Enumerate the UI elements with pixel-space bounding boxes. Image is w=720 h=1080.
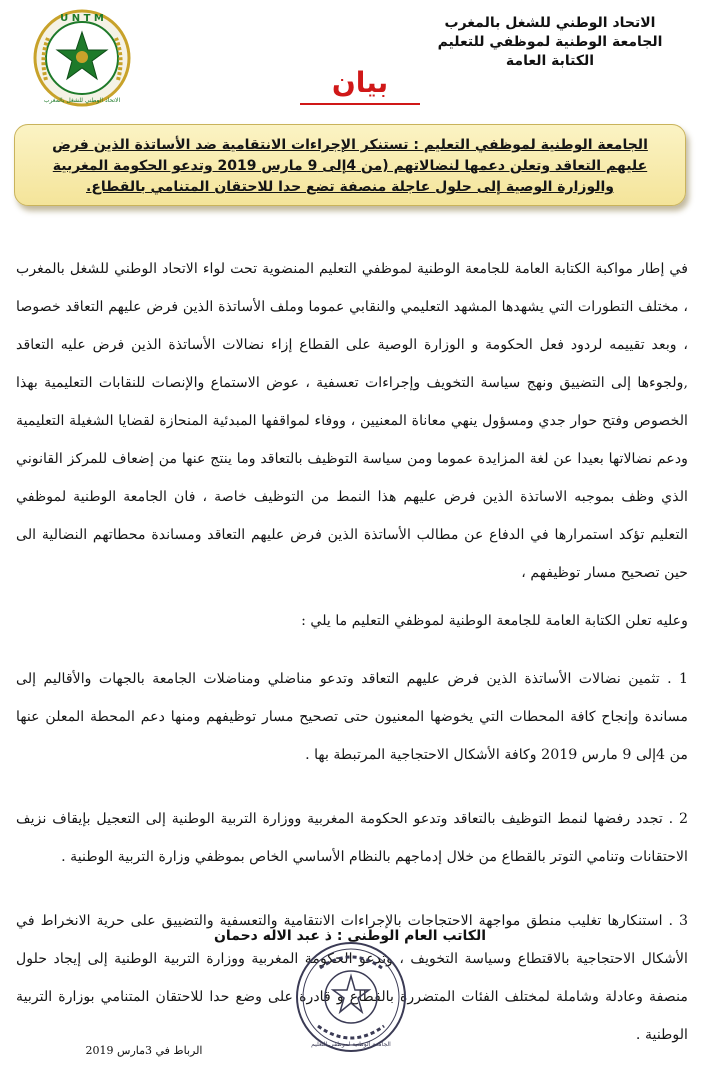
logo-ring-text: الاتحاد الوطني للشغل بالمغرب: [43, 97, 121, 104]
page-title: بيان: [331, 66, 389, 99]
logo-letters: U N T M: [60, 13, 104, 24]
summary-text: الجامعة الوطنية لموظفي التعليم : تستنكر الإجراءات الانتقامية ضد الأساتذة الذين فرض عليهم التعاقد وتعلن دعمها لنضالاتهم (من 4إلى 9 مارس 2019 وتدعو الحكومة المغربية والوزارة الوصية إلى حلول عاجلة منصفة تضع حدا للاحتقان المتنامي بالقطاع.: [52, 137, 648, 195]
list-item: 1 . تثمين نضالات الأساتذة الذين فرض عليهم التعاقد وتدعو مناضلي ومناضلات الجامعة بالجهات والأقاليم إلى مساندة وإنجاح كافة المحطات التي يخوضها المعنيون حتى تصحيح مسار توظيفهم ومنها دعم المحطة المعلن عنها من 4إلى 9 مارس 2019 وكافة الأشكال الاحتجاجية المرتبطة بها .: [16, 671, 688, 763]
title-underline: [300, 103, 420, 105]
organization-header: [420, 14, 680, 71]
summary-box: [14, 124, 686, 206]
list-item: 2 . تجدد رفضها لنمط التوظيف بالتعاقد وتدعو الحكومة المغربية ووزارة التربية الوطنية إلى التعجيل بإيقاف نزيف الاحتقانات وتنامي التوتر بالقطاع من خلال إدماجهم بالنظام الأساسي الخاص بموظفي وزارة التربية الوطنية .: [16, 811, 688, 865]
intro-paragraph: في إطار مواكبة الكتابة العامة للجامعة الوطنية لموظفي التعليم المنضوية تحت لواء الاتحاد الوطني للشغل بالمغرب ، مختلف التطورات التي يشهدها المشهد التعليمي والنقابي عموما وملف الأساتذة الذين فرض عليهم التعاقد خصوصا ، وبعد تقييمه لردود فعل الحكومة و الوزارة الوصية على القطاع إزاء نضالات الأساتذة الذين فرض عليه التعاقد ,ولجوءها إلى التضييق ونهج سياسة التخويف وإجراءات تعسفية ، عوض الاستماع والإنصات للنقابات التعليمية بهذا الخصوص وفتح حوار جدي ومسؤول ينهي معاناة المعنيين ، ووفاء لمواقفها المبدئية المنحازة لقضايا الشغيلة التعليمية ودعم نضالاتها بعيدا عن لغة المزايدة عموما ومن سياسة التوظيف بالتعاقد وما ينتج عنها من إضعاف للمركز القانوني الذي وظف بموجبه الاساتذة الذين فرض عليهم هذا النمط من التوظيف خاصة ، فان الجامعة الوطنية لموظفي التعليم تؤكد استمرارها في الدفاع عن مطالب الأساتذة الذين فرض عليهم التعاقد ومساندة محطاتهم النضالية الى حين تصحيح مسار توظيفهم ،: [16, 261, 688, 581]
list-item: 3 . استنكارها تغليب منطق مواجهة الاحتجاجات بالإجراءات الانتقامية والتعسفية والتضييق على حرية الانخراط في الأشكال الاحتجاجية بالاقتطاع وسياسة التخويف ، وتدعو الحكومة المغربية ووزارة التربية الوطنية إلى إيجاد حلول منصفة وعادلة وشاملة لمختلف الفئات المتضررة بالقطاع و قادرة على وضع حدا للاحتقان المتنامي بوزارة التربية الوطنية .: [16, 913, 688, 1043]
date-line: الرباط في 3مارس 2019: [85, 1044, 203, 1057]
header-line-secretariat: الكتابة العامة: [505, 53, 595, 69]
signature-line: الكاتب العام الوطني : ذ عبد الاله دحمان: [213, 928, 486, 944]
stamp-text: الجامعة الوطنية لموظفي التعليم: [311, 1041, 391, 1048]
lead-paragraph: وعليه تعلن الكتابة العامة للجامعة الوطنية لموظفي التعليم ما يلي :: [301, 613, 688, 629]
official-stamp: [290, 938, 412, 1056]
header-line-union: الاتحاد الوطني للشغل بالمغرب: [444, 15, 656, 31]
header-line-federation: الجامعة الوطنية لموظفي للتعليم: [437, 34, 663, 50]
